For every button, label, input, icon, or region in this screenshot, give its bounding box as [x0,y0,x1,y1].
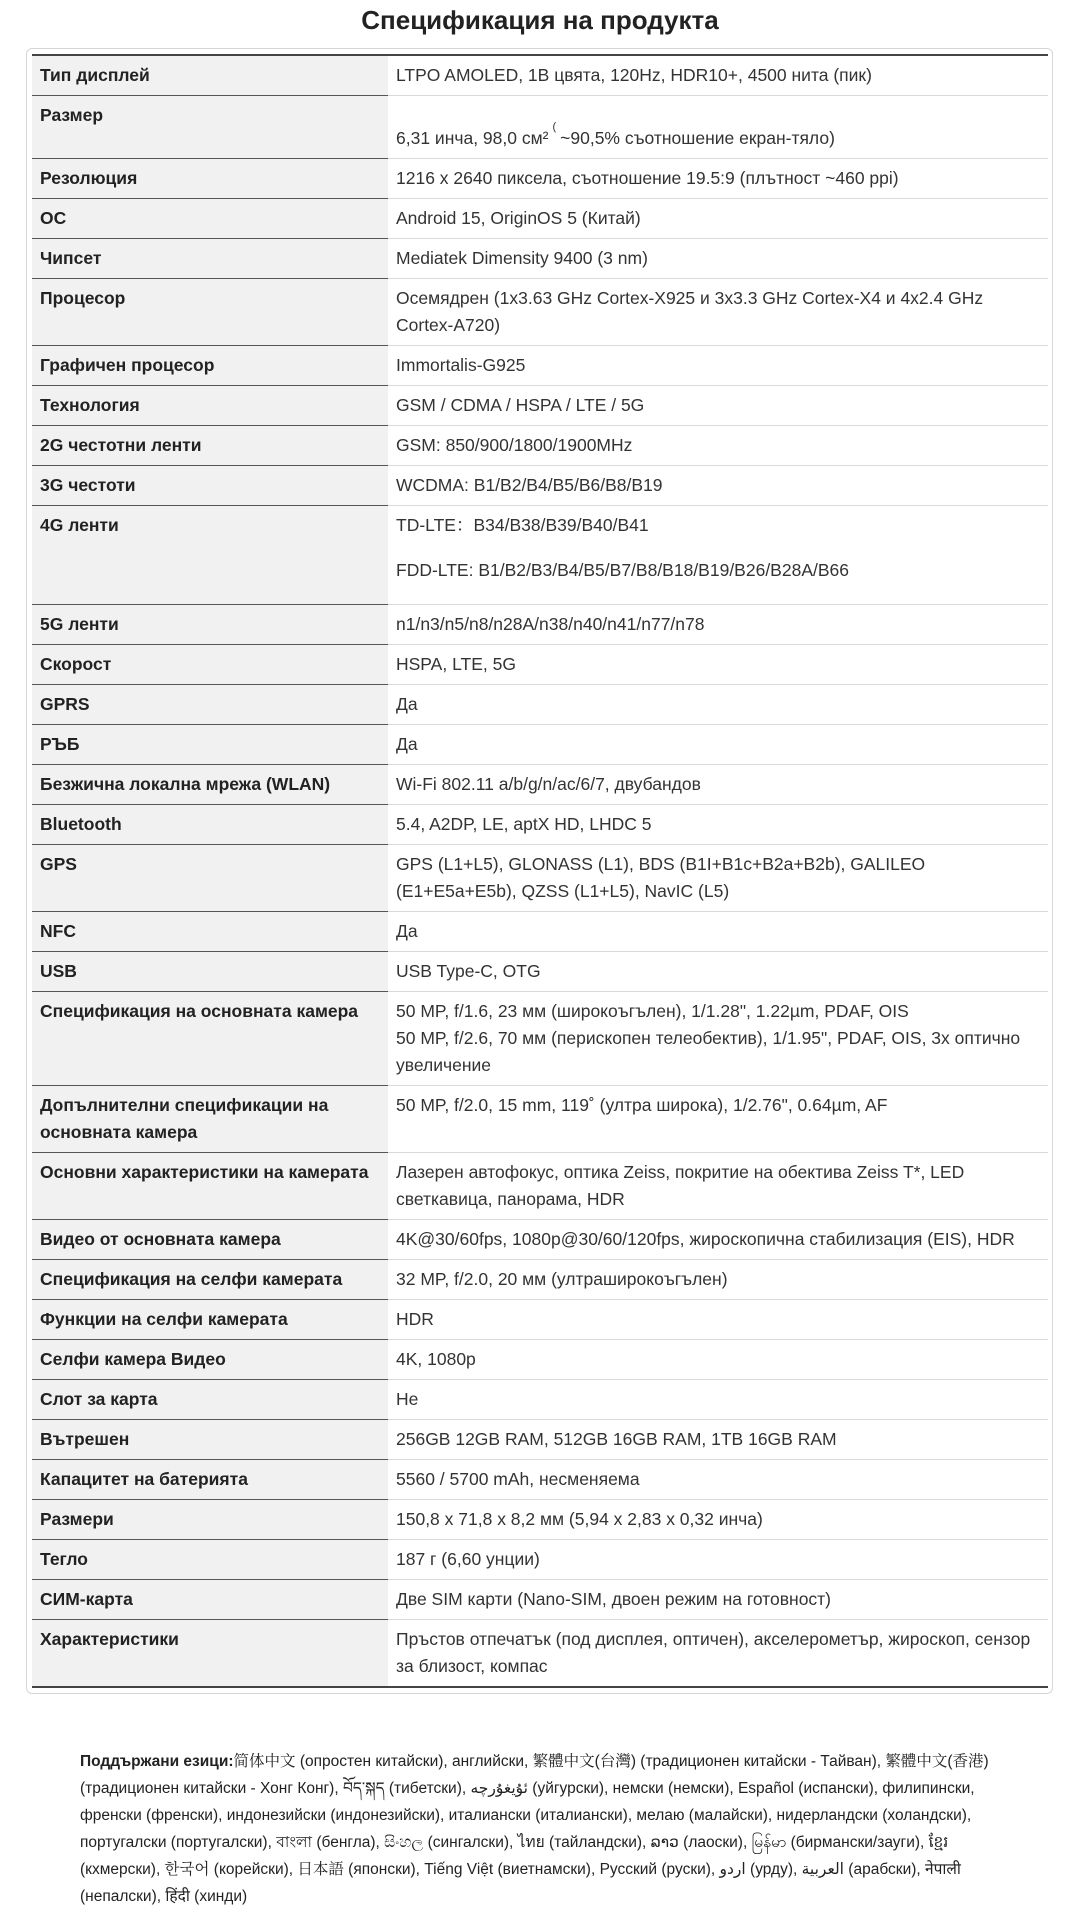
spec-row [32,55,1048,96]
spec-label: Капацитет на батерията [32,1460,388,1500]
languages-label: Поддържани езици: [80,1753,234,1770]
spec-row [32,912,1048,952]
spec-value: 187 г (6,60 унции) [388,1540,1048,1580]
spec-label: Процесор [32,279,388,346]
spec-value: WCDMA: B1/B2/B4/B5/B6/B8/B19 [388,466,1048,506]
spec-value: 5560 / 5700 mAh, несменяема [388,1460,1048,1500]
spec-row [32,1153,1048,1220]
spec-label: 4G ленти [32,506,388,605]
spec-value-line: FDD-LTE: B1/B2/B3/B4/B5/B7/B8/B18/B19/B26/B28A/B66 [396,560,849,580]
spec-label: Резолюция [32,159,388,199]
spec-row [32,346,1048,386]
spec-value: 150,8 x 71,8 x 8,2 мм (5,94 x 2,83 x 0,32 инча) [388,1500,1048,1540]
spec-value [388,992,1048,1086]
spec-label: 5G ленти [32,605,388,645]
spec-value: Лазерен автофокус, оптика Zeiss, покритие на обектива Zeiss T*, LED светкавица, панорама, HDR [388,1153,1048,1220]
spec-row [32,506,1048,605]
spec-label: Bluetooth [32,805,388,845]
spec-value: Две SIM карти (Nano-SIM, двоен режим на готовност) [388,1580,1048,1620]
spec-value: Осемядрен (1x3.63 GHz Cortex-X925 и 3x3.3 GHz Cortex-X4 и 4x2.4 GHz Cortex-A720) [388,279,1048,346]
spec-row [32,426,1048,466]
spec-row [32,1086,1048,1153]
spec-value: n1/n3/n5/n8/n28A/n38/n40/n41/n77/n78 [388,605,1048,645]
spec-label: Видео от основната камера [32,1220,388,1260]
spec-label: Чипсет [32,239,388,279]
spec-label: Слот за карта [32,1380,388,1420]
spec-row [32,805,1048,845]
spec-value-line: TD-LTE：B34/B38/B39/B40/B41 [396,515,649,535]
spec-label: Технология [32,386,388,426]
spec-label: Вътрешен [32,1420,388,1460]
spec-row [32,279,1048,346]
spec-label: NFC [32,912,388,952]
spec-label: ОС [32,199,388,239]
spec-label: Размер [32,96,388,159]
spec-value: GSM: 850/900/1800/1900MHz [388,426,1048,466]
spec-value: 5.4, A2DP, LE, aptX HD, LHDC 5 [388,805,1048,845]
spec-row [32,725,1048,765]
spec-label: 2G честотни ленти [32,426,388,466]
spec-value: Wi-Fi 802.11 a/b/g/n/ac/6/7, двубандов [388,765,1048,805]
spec-value: Mediatek Dimensity 9400 (3 nm) [388,239,1048,279]
spec-row [32,1220,1048,1260]
spec-value: 32 MP, f/2.0, 20 мм (ултраширокоъгълен) [388,1260,1048,1300]
spec-label: Селфи камера Видео [32,1340,388,1380]
spec-label: Спецификация на основната камера [32,992,388,1086]
spec-label: Функции на селфи камерата [32,1300,388,1340]
spec-value [388,96,1048,159]
spec-label: Размери [32,1500,388,1540]
spec-value: USB Type-C, OTG [388,952,1048,992]
spec-row [32,1340,1048,1380]
spec-row [32,96,1048,159]
spec-row [32,605,1048,645]
spec-value-part: 6,31 инча, 98,0 см² [396,128,549,148]
spec-value-line: 50 MP, f/2.6, 70 мм (перископен телеобектив), 1/1.95", PDAF, OIS, 3x оптично увеличение [396,1028,1021,1075]
spec-value: HDR [388,1300,1048,1340]
page-title: Спецификация на продукта [361,5,719,35]
spec-row [32,159,1048,199]
spec-label: USB [32,952,388,992]
spec-row [32,466,1048,506]
spec-value: GSM / CDMA / HSPA / LTE / 5G [388,386,1048,426]
spec-row [32,239,1048,279]
spec-value: Да [388,725,1048,765]
spec-label: СИМ-карта [32,1580,388,1620]
spec-value: HSPA, LTE, 5G [388,645,1048,685]
spec-value: GPS (L1+L5), GLONASS (L1), BDS (B1I+B1c+B2a+B2b), GALILEO (E1+E5a+E5b), QZSS (L1+L5), NavIC (L5) [388,845,1048,912]
spec-row [32,845,1048,912]
supported-languages [80,1748,1000,1910]
spec-value-sup: ( [552,121,557,133]
spec-label: GPS [32,845,388,912]
spec-value: 4K, 1080p [388,1340,1048,1380]
spec-label: Спецификация на селфи камерата [32,1260,388,1300]
spec-row [32,952,1048,992]
spec-label: 3G честоти [32,466,388,506]
spec-label: Безжична локална мрежа (WLAN) [32,765,388,805]
spec-row [32,1300,1048,1340]
spec-label: Графичен процесор [32,346,388,386]
spec-label: Допълнителни спецификации на основната камера [32,1086,388,1153]
spec-table [32,54,1048,1688]
spec-value [388,506,1048,605]
spec-value-line: 50 MP, f/1.6, 23 мм (широкоъгълен), 1/1.28", 1.22µm, PDAF, OIS [396,1001,909,1021]
spec-row [32,199,1048,239]
spec-row [32,1620,1048,1688]
spec-label: Тип дисплей [32,55,388,96]
spec-label: Основни характеристики на камерата [32,1153,388,1220]
spec-value: 4K@30/60fps, 1080p@30/60/120fps, жироскопична стабилизация (EIS), HDR [388,1220,1048,1260]
spec-row [32,765,1048,805]
spec-label: Характеристики [32,1620,388,1688]
spec-row [32,1580,1048,1620]
spec-value: Immortalis-G925 [388,346,1048,386]
spec-value: Пръстов отпечатък (под дисплея, оптичен), акселерометър, жироскоп, сензор за близост, компас [388,1620,1048,1688]
spec-label: РЪБ [32,725,388,765]
spec-label: Скорост [32,645,388,685]
spec-value: Да [388,685,1048,725]
spec-value: 256GB 12GB RAM, 512GB 16GB RAM, 1TB 16GB RAM [388,1420,1048,1460]
spec-value: Android 15, OriginOS 5 (Китай) [388,199,1048,239]
spec-row [32,1460,1048,1500]
spec-row [32,1420,1048,1460]
spec-label: Тегло [32,1540,388,1580]
spec-row [32,1380,1048,1420]
spec-value: LTPO AMOLED, 1B цвята, 120Hz, HDR10+, 4500 нита (пик) [396,65,872,85]
languages-text: 简体中文 (опростен китайски), английски, 繁體中文(台灣) (традиционен китайски - Тайван), 繁體中文(香港) (традиционен китайски - Хонг Конг), བོད་སྐད (тибетски), ئۇيغۇرچە (уйгурски), немски (немски), Español (испански), филипински, френски (френски), индонезийски (индонезийски), италиански (италиански), мелаю (малайски), нидерландски (холандски), португалски (португалски), বাংলা (бенгла), සිංහල (сингалски), ไทย (тайландски), ລາວ (лаоски), မြန်မာ (бирмански/зауги), ខ្មែរ (кхмерски), 한국어 (корейски), 日本語 (японски), Tiếng Việt (виетнамски), Русский (руски), اردو (урду), العربية (арабски), नेपाली (непалски), हिंदी (хинди) [80,1753,989,1905]
spec-value-part: ~90,5% съотношение екран-тяло) [560,128,835,148]
spec-value: Да [388,912,1048,952]
spec-row [32,685,1048,725]
spec-row [32,1260,1048,1300]
spec-value: 1216 x 2640 пиксела, съотношение 19.5:9 (плътност ~460 ppi) [388,159,1048,199]
spec-row [32,1540,1048,1580]
spec-value: Не [388,1380,1048,1420]
spec-row [32,992,1048,1086]
spec-value: 50 MP, f/2.0, 15 mm, 119˚ (ултра широка), 1/2.76", 0.64µm, AF [388,1086,1048,1153]
spec-label: GPRS [32,685,388,725]
spec-row [32,386,1048,426]
spec-row [32,1500,1048,1540]
spec-row [32,645,1048,685]
